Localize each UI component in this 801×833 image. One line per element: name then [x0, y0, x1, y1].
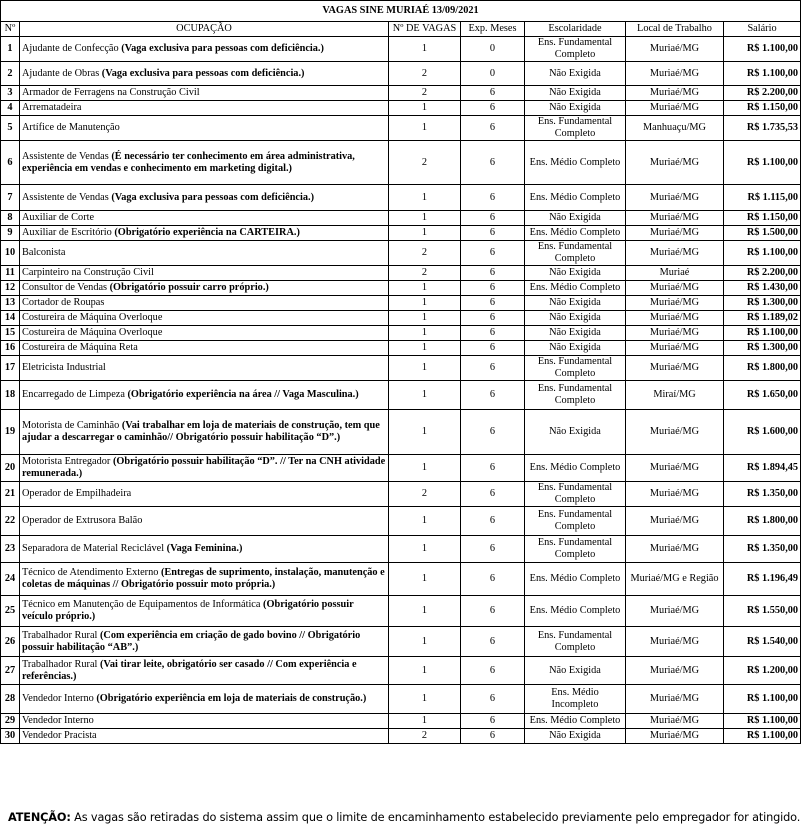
experience-cell: 6 — [461, 211, 525, 226]
experience-cell: 6 — [461, 381, 525, 410]
vacancies-cell: 1 — [389, 101, 461, 116]
attention-text: As vagas são retiradas do sistema assim que o limite de encaminhamento estabelecido previamente pelo empregador for atingido. — [74, 811, 801, 824]
table-row — [1, 141, 801, 185]
experience-cell: 6 — [461, 657, 525, 685]
education-cell: Não Exigida — [525, 101, 626, 116]
salary-cell: R$ 1.540,00 — [724, 627, 801, 657]
table-row — [1, 241, 801, 266]
table-row — [1, 596, 801, 627]
vacancies-cell: 1 — [389, 37, 461, 62]
experience-cell: 6 — [461, 185, 525, 211]
row-number: 21 — [1, 482, 20, 507]
occupation-cell — [20, 596, 389, 627]
table-row — [1, 281, 801, 296]
location-cell: Muriaé/MG — [626, 482, 724, 507]
experience-cell: 6 — [461, 311, 525, 326]
attention-label: ATENÇÃO: — [8, 811, 71, 824]
table-row — [1, 685, 801, 714]
education-cell: Ens. Médio Completo — [525, 714, 626, 729]
education-cell: Ens. Médio Completo — [525, 281, 626, 296]
row-number: 4 — [1, 101, 20, 116]
occupation-cell — [20, 185, 389, 211]
table-row — [1, 482, 801, 507]
header-occupation: OCUPAÇÃO — [20, 22, 389, 37]
vacancies-cell: 1 — [389, 685, 461, 714]
row-number: 23 — [1, 536, 20, 563]
salary-cell: R$ 1.196,49 — [724, 563, 801, 596]
education-cell: Não Exigida — [525, 657, 626, 685]
table-row — [1, 455, 801, 482]
salary-cell: R$ 1.100,00 — [724, 141, 801, 185]
occupation-cell — [20, 729, 389, 744]
location-cell: Muriaé/MG — [626, 729, 724, 744]
education-cell: Ens. Médio Completo — [525, 185, 626, 211]
row-number: 18 — [1, 381, 20, 410]
location-cell: Muriaé/MG — [626, 455, 724, 482]
row-number: 9 — [1, 226, 20, 241]
location-cell: Muriaé/MG — [626, 341, 724, 356]
occupation-cell — [20, 226, 389, 241]
experience-cell: 6 — [461, 356, 525, 381]
row-number: 27 — [1, 657, 20, 685]
occupation-requirement: (Obrigatório possuir carro próprio.) — [109, 282, 269, 293]
vacancies-cell: 1 — [389, 311, 461, 326]
vacancies-cell: 1 — [389, 116, 461, 141]
education-cell: Ens. Fundamental Completo — [525, 241, 626, 266]
education-cell: Ens. Fundamental Completo — [525, 627, 626, 657]
occupation-requirement: (Obrigatório possuir veículo próprio.) — [22, 599, 354, 622]
occupation-title: Auxiliar de Escritório — [22, 227, 112, 238]
row-number: 25 — [1, 596, 20, 627]
location-cell: Muriaé/MG — [626, 62, 724, 86]
table-row — [1, 116, 801, 141]
location-cell: Muriaé/MG — [626, 507, 724, 536]
header-row — [1, 22, 801, 37]
row-number: 19 — [1, 410, 20, 455]
occupation-title: Balconista — [22, 247, 66, 258]
row-number: 1 — [1, 37, 20, 62]
salary-cell: R$ 2.200,00 — [724, 86, 801, 101]
table-row — [1, 62, 801, 86]
occupation-requirement: (Vaga exclusiva para pessoas com deficiência.) — [121, 43, 324, 54]
occupation-cell — [20, 356, 389, 381]
table-body — [1, 37, 801, 744]
experience-cell: 6 — [461, 536, 525, 563]
row-number: 11 — [1, 266, 20, 281]
occupation-cell — [20, 563, 389, 596]
occupation-title: Encarregado de Limpeza — [22, 389, 125, 400]
vacancies-cell: 1 — [389, 627, 461, 657]
education-cell: Ens. Fundamental Completo — [525, 356, 626, 381]
salary-cell: R$ 1.550,00 — [724, 596, 801, 627]
occupation-requirement: (Vaga exclusiva para pessoas com deficiência.) — [101, 67, 305, 79]
vacancies-cell: 1 — [389, 326, 461, 341]
occupation-cell — [20, 507, 389, 536]
salary-cell: R$ 1.500,00 — [724, 226, 801, 241]
vacancies-cell: 2 — [389, 266, 461, 281]
education-cell: Ens. Fundamental Completo — [525, 381, 626, 410]
occupation-title: Motorista Entregador — [22, 456, 111, 467]
location-cell: Muriaé/MG — [626, 410, 724, 455]
vacancies-cell: 1 — [389, 226, 461, 241]
location-cell: Muriaé/MG — [626, 627, 724, 657]
occupation-title: Costureira de Máquina Overloque — [22, 312, 163, 323]
location-cell: Muriaé/MG — [626, 311, 724, 326]
salary-cell: R$ 1.350,00 — [724, 536, 801, 563]
occupation-cell — [20, 266, 389, 281]
occupation-title: Técnico em Manutenção de Equipamentos de Informática — [22, 599, 261, 610]
table-row — [1, 86, 801, 101]
vacancies-cell: 2 — [389, 86, 461, 101]
occupation-requirement: (Com experiência em criação de gado bovino // Obrigatório possuir habilitação “AB”.) — [22, 629, 361, 653]
occupation-cell — [20, 410, 389, 455]
table-row — [1, 226, 801, 241]
vacancies-cell: 1 — [389, 714, 461, 729]
occupation-cell — [20, 101, 389, 116]
experience-cell: 0 — [461, 37, 525, 62]
occupation-cell — [20, 685, 389, 714]
experience-cell: 6 — [461, 507, 525, 536]
education-cell: Não Exigida — [525, 296, 626, 311]
sheet-title: VAGAS SINE MURIAÉ 13/09/2021 — [1, 1, 801, 22]
education-cell: Não Exigida — [525, 311, 626, 326]
table-row — [1, 381, 801, 410]
row-number: 14 — [1, 311, 20, 326]
occupation-requirement: (Obrigatório experiência em loja de materiais de construção.) — [96, 693, 367, 704]
salary-cell: R$ 1.189,02 — [724, 311, 801, 326]
experience-cell: 6 — [461, 116, 525, 141]
row-number: 6 — [1, 141, 20, 185]
education-cell: Não Exigida — [525, 410, 626, 455]
experience-cell: 6 — [461, 241, 525, 266]
table-row — [1, 311, 801, 326]
location-cell: Manhuaçu/MG — [626, 116, 724, 141]
education-cell: Ens. Fundamental Completo — [525, 37, 626, 62]
row-number: 17 — [1, 356, 20, 381]
header-education: Escolaridade — [525, 22, 626, 37]
salary-cell: R$ 1.350,00 — [724, 482, 801, 507]
education-cell: Ens. Médio Completo — [525, 141, 626, 185]
salary-cell: R$ 1.735,53 — [724, 116, 801, 141]
occupation-requirement: (Vaga exclusiva para pessoas com deficiência.) — [111, 191, 315, 203]
occupation-title: Carpinteiro na Construção Civil — [22, 267, 154, 278]
occupation-title: Armador de Ferragens na Construção Civil — [22, 87, 200, 98]
row-number: 2 — [1, 62, 20, 86]
education-cell: Ens. Fundamental Completo — [525, 507, 626, 536]
education-cell: Ens. Médio Completo — [525, 596, 626, 627]
location-cell: Muriaé/MG — [626, 241, 724, 266]
row-number: 12 — [1, 281, 20, 296]
occupation-title: Vendedor Interno — [22, 715, 94, 726]
salary-cell: R$ 1.100,00 — [724, 62, 801, 86]
row-number: 30 — [1, 729, 20, 744]
vacancies-cell: 1 — [389, 596, 461, 627]
occupation-cell — [20, 482, 389, 507]
education-cell: Ens. Fundamental Completo — [525, 536, 626, 563]
education-cell: Não Exigida — [525, 341, 626, 356]
occupation-title: Vendedor Interno — [22, 693, 94, 704]
vacancies-cell: 1 — [389, 507, 461, 536]
occupation-requirement: (É necessário ter conhecimento em área administrativa, experiência em vendas e conhecimento em marketing digital.) — [22, 150, 355, 174]
occupation-title: Costureira de Máquina Overloque — [22, 327, 163, 338]
location-cell: Muriaé/MG — [626, 281, 724, 296]
education-cell: Ens. Fundamental Completo — [525, 482, 626, 507]
experience-cell: 6 — [461, 685, 525, 714]
table-row — [1, 211, 801, 226]
occupation-title: Assistente de Vendas — [22, 150, 109, 162]
location-cell: Muriaé/MG — [626, 685, 724, 714]
table-row — [1, 185, 801, 211]
row-number: 7 — [1, 185, 20, 211]
occupation-cell — [20, 241, 389, 266]
row-number: 28 — [1, 685, 20, 714]
education-cell: Ens. Médio Incompleto — [525, 685, 626, 714]
occupation-title: Operador de Empilhadeira — [22, 488, 132, 499]
occupation-title: Ajudante de Obras — [22, 67, 100, 79]
education-cell: Não Exigida — [525, 266, 626, 281]
header-salary: Salário — [724, 22, 801, 37]
location-cell: Muriaé/MG — [626, 211, 724, 226]
location-cell: Muriaé — [626, 266, 724, 281]
salary-cell: R$ 1.650,00 — [724, 381, 801, 410]
experience-cell: 6 — [461, 226, 525, 241]
location-cell: Muriaé/MG — [626, 657, 724, 685]
location-cell: Muriaé/MG — [626, 86, 724, 101]
header-num: Nº — [1, 22, 20, 37]
table-row — [1, 296, 801, 311]
experience-cell: 0 — [461, 62, 525, 86]
education-cell: Não Exigida — [525, 326, 626, 341]
experience-cell: 6 — [461, 281, 525, 296]
occupation-cell — [20, 627, 389, 657]
vacancies-cell: 1 — [389, 341, 461, 356]
occupation-title: Separadora de Material Reciclável — [22, 543, 165, 554]
occupation-cell — [20, 116, 389, 141]
occupation-title: Trabalhador Rural — [22, 658, 98, 670]
occupation-cell — [20, 296, 389, 311]
education-cell: Não Exigida — [525, 211, 626, 226]
experience-cell: 6 — [461, 266, 525, 281]
location-cell: Muriaé/MG — [626, 536, 724, 563]
education-cell: Ens. Médio Completo — [525, 455, 626, 482]
salary-cell: R$ 1.100,00 — [724, 326, 801, 341]
table-row — [1, 37, 801, 62]
education-cell: Ens. Fundamental Completo — [525, 116, 626, 141]
occupation-requirement: (Vai trabalhar em loja de materiais de construção, tem que ajudar a descarregar o caminhão// Obrigatório possuir habilitação “D”.) — [22, 420, 380, 443]
salary-cell: R$ 1.894,45 — [724, 455, 801, 482]
occupation-title: Motorista de Caminhão — [22, 420, 120, 431]
salary-cell: R$ 1.300,00 — [724, 341, 801, 356]
vacancies-cell: 1 — [389, 410, 461, 455]
vacancies-cell: 2 — [389, 241, 461, 266]
location-cell: Muriaé/MG — [626, 185, 724, 211]
row-number: 20 — [1, 455, 20, 482]
vacancies-cell: 1 — [389, 536, 461, 563]
vacancies-cell: 2 — [389, 729, 461, 744]
occupation-title: Assistente de Vendas — [22, 191, 109, 203]
location-cell: Muriaé/MG — [626, 37, 724, 62]
occupation-title: Vendedor Pracista — [22, 730, 97, 741]
row-number: 3 — [1, 86, 20, 101]
occupation-requirement: (Entregas de suprimento, instalação, manutenção e coletas de máquinas // Obrigatório possuir moto própria.) — [22, 567, 385, 590]
vacancies-cell: 1 — [389, 455, 461, 482]
location-cell: Muriaé/MG — [626, 596, 724, 627]
experience-cell: 6 — [461, 296, 525, 311]
vacancies-cell: 2 — [389, 62, 461, 86]
occupation-cell — [20, 281, 389, 296]
occupation-cell — [20, 311, 389, 326]
table-row — [1, 729, 801, 744]
table-row — [1, 341, 801, 356]
vacancies-cell: 1 — [389, 211, 461, 226]
row-number: 5 — [1, 116, 20, 141]
salary-cell: R$ 1.800,00 — [724, 507, 801, 536]
occupation-requirement: (Vaga Feminina.) — [166, 543, 243, 554]
experience-cell: 6 — [461, 141, 525, 185]
occupation-cell — [20, 211, 389, 226]
occupation-cell — [20, 326, 389, 341]
experience-cell: 6 — [461, 410, 525, 455]
vacancies-cell: 2 — [389, 482, 461, 507]
table-row — [1, 410, 801, 455]
salary-cell: R$ 1.100,00 — [724, 37, 801, 62]
experience-cell: 6 — [461, 341, 525, 356]
occupation-cell — [20, 86, 389, 101]
salary-cell: R$ 1.300,00 — [724, 296, 801, 311]
vacancies-cell: 1 — [389, 296, 461, 311]
salary-cell: R$ 1.100,00 — [724, 685, 801, 714]
education-cell: Não Exigida — [525, 729, 626, 744]
header-location: Local de Trabalho — [626, 22, 724, 37]
experience-cell: 6 — [461, 482, 525, 507]
row-number: 8 — [1, 211, 20, 226]
occupation-title: Eletricista Industrial — [22, 362, 106, 373]
salary-cell: R$ 1.100,00 — [724, 714, 801, 729]
salary-cell: R$ 1.115,00 — [724, 185, 801, 211]
location-cell: Muriaé/MG — [626, 714, 724, 729]
occupation-title: Costureira de Máquina Reta — [22, 342, 138, 353]
salary-cell: R$ 1.150,00 — [724, 101, 801, 116]
occupation-title: Consultor de Vendas — [22, 282, 108, 293]
experience-cell: 6 — [461, 326, 525, 341]
occupation-title: Artífice de Manutenção — [22, 122, 120, 133]
experience-cell: 6 — [461, 86, 525, 101]
occupation-cell — [20, 714, 389, 729]
vacancies-cell: 1 — [389, 185, 461, 211]
vacancies-cell: 1 — [389, 381, 461, 410]
experience-cell: 6 — [461, 729, 525, 744]
row-number: 29 — [1, 714, 20, 729]
location-cell: Miraí/MG — [626, 381, 724, 410]
location-cell: Muriaé/MG — [626, 141, 724, 185]
row-number: 24 — [1, 563, 20, 596]
table-row — [1, 266, 801, 281]
experience-cell: 6 — [461, 627, 525, 657]
salary-cell: R$ 1.100,00 — [724, 241, 801, 266]
salary-cell: R$ 1.600,00 — [724, 410, 801, 455]
row-number: 22 — [1, 507, 20, 536]
experience-cell: 6 — [461, 101, 525, 116]
table-row — [1, 507, 801, 536]
salary-cell: R$ 1.430,00 — [724, 281, 801, 296]
occupation-title: Auxiliar de Corte — [22, 212, 95, 223]
row-number: 10 — [1, 241, 20, 266]
location-cell: Muriaé/MG — [626, 226, 724, 241]
education-cell: Não Exigida — [525, 62, 626, 86]
row-number: 26 — [1, 627, 20, 657]
salary-cell: R$ 1.200,00 — [724, 657, 801, 685]
vacancies-cell: 1 — [389, 563, 461, 596]
row-number: 16 — [1, 341, 20, 356]
education-cell: Ens. Médio Completo — [525, 226, 626, 241]
vacancies-cell: 1 — [389, 657, 461, 685]
occupation-title: Técnico de Atendimento Externo — [22, 567, 159, 578]
table-row — [1, 714, 801, 729]
occupation-requirement: (Obrigatório possuir habilitação “D”. // Ter na CNH atividade remunerada.) — [22, 456, 386, 479]
occupation-cell — [20, 341, 389, 356]
occupation-cell — [20, 657, 389, 685]
occupation-title: Ajudante de Confecção — [22, 43, 119, 54]
experience-cell: 6 — [461, 563, 525, 596]
occupation-requirement: (Obrigatório experiência na CARTEIRA.) — [114, 227, 300, 238]
table-row — [1, 627, 801, 657]
occupation-cell — [20, 37, 389, 62]
location-cell: Muriaé/MG — [626, 356, 724, 381]
table-row — [1, 563, 801, 596]
salary-cell: R$ 2.200,00 — [724, 266, 801, 281]
education-cell: Ens. Médio Completo — [525, 563, 626, 596]
experience-cell: 6 — [461, 596, 525, 627]
salary-cell: R$ 1.150,00 — [724, 211, 801, 226]
occupation-cell — [20, 141, 389, 185]
attention-note — [8, 811, 801, 824]
row-number: 15 — [1, 326, 20, 341]
location-cell: Muriaé/MG — [626, 101, 724, 116]
table-row — [1, 101, 801, 116]
table-row — [1, 536, 801, 563]
occupation-requirement: (Obrigatório experiência na área // Vaga Masculina.) — [127, 389, 359, 400]
occupation-cell — [20, 381, 389, 410]
occupation-cell — [20, 455, 389, 482]
occupation-title: Arrematadeira — [22, 102, 82, 113]
occupation-title: Operador de Extrusora Balão — [22, 515, 143, 526]
vacancies-cell: 1 — [389, 356, 461, 381]
occupation-requirement: (Vai tirar leite, obrigatório ser casado // Com experiência e referências.) — [22, 658, 357, 682]
table-row — [1, 657, 801, 685]
occupation-cell — [20, 62, 389, 86]
experience-cell: 6 — [461, 714, 525, 729]
education-cell: Não Exigida — [525, 86, 626, 101]
occupation-title: Cortador de Roupas — [22, 297, 105, 308]
table-row — [1, 356, 801, 381]
header-experience: Exp. Meses — [461, 22, 525, 37]
vacancies-cell: 2 — [389, 141, 461, 185]
experience-cell: 6 — [461, 455, 525, 482]
table-row — [1, 326, 801, 341]
occupation-cell — [20, 536, 389, 563]
location-cell: Muriaé/MG — [626, 326, 724, 341]
location-cell: Muriaé/MG — [626, 296, 724, 311]
salary-cell: R$ 1.800,00 — [724, 356, 801, 381]
occupation-title: Trabalhador Rural — [22, 629, 98, 641]
vacancies-cell: 1 — [389, 281, 461, 296]
header-vacancies: Nº DE VAGAS — [389, 22, 461, 37]
row-number: 13 — [1, 296, 20, 311]
salary-cell: R$ 1.100,00 — [724, 729, 801, 744]
location-cell: Muriaé/MG e Região — [626, 563, 724, 596]
